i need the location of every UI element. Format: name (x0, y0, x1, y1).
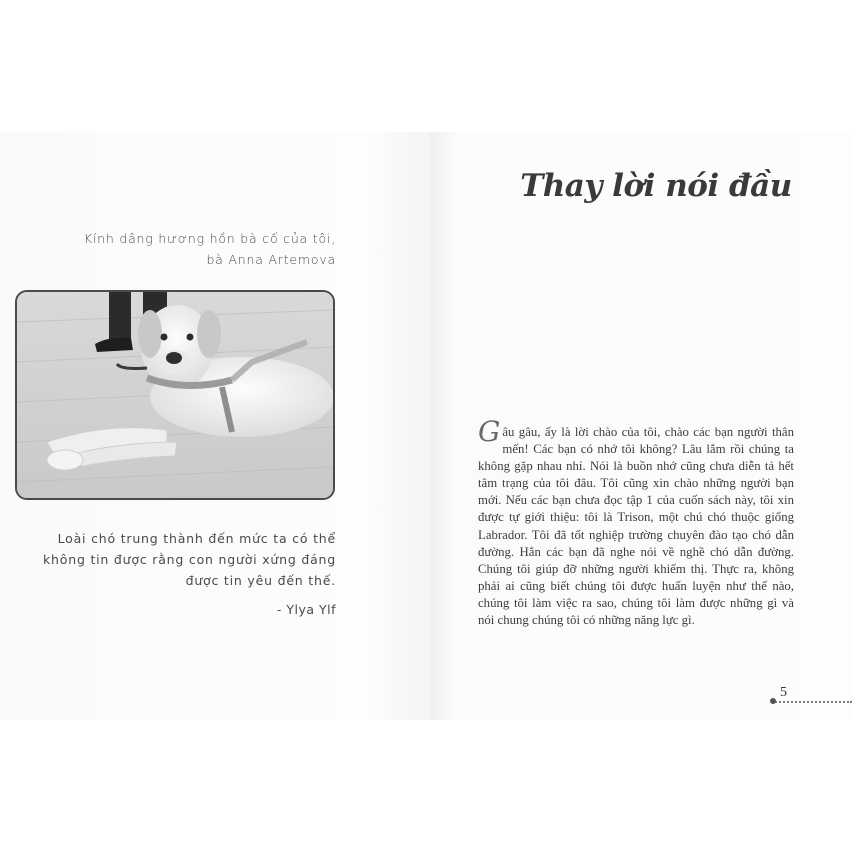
page-number-rule (772, 701, 852, 703)
dedication-line-2: bà Anna Artemova (206, 252, 336, 267)
left-page (0, 132, 430, 720)
chapter-title: Thay lời nói đầu (520, 168, 792, 204)
quote (20, 528, 336, 591)
quote-line-2: không tin được rằng con người xứng đáng (43, 552, 336, 567)
guide-dog-photo (15, 290, 335, 500)
page-number: 5 (780, 685, 787, 700)
body-text: âu gâu, ấy là lời chào của tôi, chào các bạn người thân mến! Các bạn có nhớ tôi không? Lâu lắm rồi chúng ta không gặp nhau nhỉ. Nói là buồn nhớ cũng chưa diễn tả hết tâm trạng của tôi đâu. Tôi cũng xin chào những người bạn mới. Nếu các bạn chưa đọc tập 1 của cuốn sách này, tôi xin được tự giới thiệu: tôi là Trison, một chú chó thuộc giống Labrador. Tôi đã tốt nghiệp trường chuyên đào tạo chó dẫn đường. Hẳn các bạn đã nghe nói về nghề chó dẫn đường. Chúng tôi giúp đỡ những người khiếm thị. Thực ra, không phải ai cũng biết chúng tôi được huấn luyện như thế nào, chúng tôi làm việc ra sao, chúng tôi làm được những gì và nói chung chúng tôi có những năng lực gì. (478, 425, 794, 628)
quote-author: - Ylya Ylf (276, 602, 336, 617)
quote-line-1: Loài chó trung thành đến mức ta có thể (57, 531, 336, 546)
quote-line-3: được tin yêu đến thế. (185, 573, 336, 588)
dedication-line-1: Kính dâng hương hồn bà cố của tôi, (83, 231, 336, 246)
drop-cap: G (478, 415, 501, 448)
right-page (430, 132, 852, 720)
dedication (60, 228, 336, 270)
book-spread (0, 132, 852, 720)
rule-dot (770, 698, 776, 704)
guide-dog-illustration (17, 292, 333, 498)
body-paragraph (478, 415, 794, 629)
